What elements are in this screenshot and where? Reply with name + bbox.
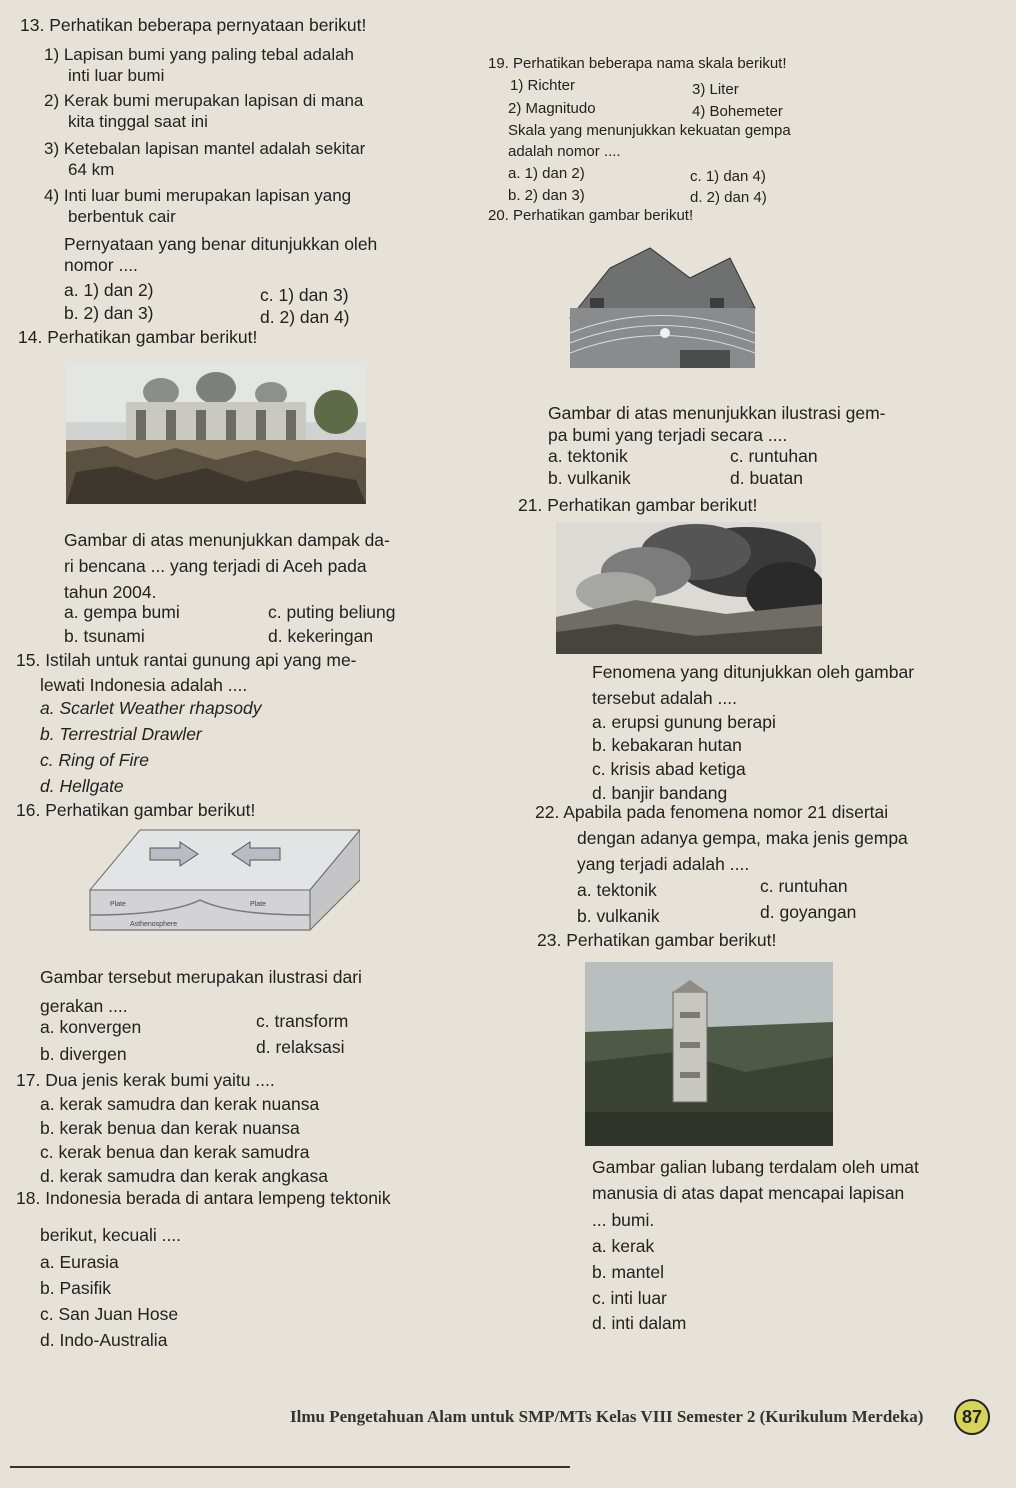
q13-statement-2: 2) Kerak bumi merupakan lapisan di mana	[44, 91, 364, 110]
q22-option-b[interactable]: b. vulkanik	[577, 906, 660, 926]
q16-line-2: gerakan ....	[40, 996, 128, 1016]
q21-option-c[interactable]: c. krisis abad ketiga	[592, 759, 746, 779]
page-number: 87	[954, 1399, 990, 1435]
q17-option-c[interactable]: c. kerak benua dan kerak samudra	[40, 1142, 310, 1162]
q13-option-b[interactable]: b. 2) dan 3)	[64, 303, 154, 323]
q19-option-2: 2) Magnitudo	[508, 100, 596, 117]
q13-option-d[interactable]: d. 2) dan 4)	[260, 307, 350, 327]
q19-option-4: 4) Bohemeter	[692, 103, 783, 120]
q20-line-2: pa bumi yang terjadi secara ....	[548, 425, 788, 445]
q22-option-c[interactable]: c. runtuhan	[760, 876, 848, 896]
q13-statement-4-cont: berbentuk cair	[68, 207, 176, 226]
q17-option-d[interactable]: d. kerak samudra dan kerak angkasa	[40, 1166, 328, 1186]
q16-line-1: Gambar tersebut merupakan ilustrasi dari	[40, 967, 362, 987]
q19-option-c[interactable]: c. 1) dan 4)	[690, 168, 766, 185]
q20-option-c[interactable]: c. runtuhan	[730, 446, 818, 466]
q22-option-d[interactable]: d. goyangan	[760, 902, 857, 922]
q19-line-2: adalah nomor ....	[508, 143, 621, 160]
q16-option-b[interactable]: b. divergen	[40, 1044, 127, 1064]
q22-stem: 22. Apabila pada fenomena nomor 21 disertai	[535, 802, 889, 822]
q14-option-d[interactable]: d. kekeringan	[268, 626, 374, 646]
q23-line-1: Gambar galian lubang terdalam oleh umat	[592, 1157, 919, 1177]
q16-stem: 16. Perhatikan gambar berikut!	[16, 800, 256, 820]
q20-line-1: Gambar di atas menunjukkan ilustrasi gem-	[548, 403, 886, 423]
q19-stem: 19. Perhatikan beberapa nama skala berikut!	[488, 55, 787, 72]
q23-option-d[interactable]: d. inti dalam	[592, 1313, 687, 1333]
q21-eruption-photo	[556, 522, 822, 654]
q20-option-d[interactable]: d. buatan	[730, 468, 803, 488]
q20-option-b[interactable]: b. vulkanik	[548, 468, 631, 488]
footer-divider	[10, 1466, 570, 1468]
q13-question: Pernyataan yang benar ditunjukkan oleh	[64, 234, 378, 254]
q19-option-b[interactable]: b. 2) dan 3)	[508, 187, 585, 204]
q15-option-c[interactable]: c. Ring of Fire	[40, 750, 149, 770]
q14-line-2: ri bencana ... yang terjadi di Aceh pada	[64, 556, 367, 576]
q20-earthquake-illustration	[560, 238, 760, 378]
q23-line-2: manusia di atas dapat mencapai lapisan	[592, 1183, 905, 1203]
q16-label-plate-right: Plate	[250, 901, 266, 908]
q17-stem: 17. Dua jenis kerak bumi yaitu ....	[16, 1070, 275, 1090]
q18-option-d[interactable]: d. Indo-Australia	[40, 1330, 168, 1350]
q19-option-1: 1) Richter	[510, 77, 576, 94]
q13-option-c[interactable]: c. 1) dan 3)	[260, 285, 349, 305]
q17-option-b[interactable]: b. kerak benua dan kerak nuansa	[40, 1118, 300, 1138]
q14-option-a[interactable]: a. gempa bumi	[64, 602, 180, 622]
q16-plate-diagram	[80, 820, 360, 955]
q15-option-d[interactable]: d. Hellgate	[40, 776, 124, 796]
q16-label-plate-left: Plate	[110, 901, 126, 908]
q21-line-1: Fenomena yang ditunjukkan oleh gambar	[592, 662, 915, 682]
q13-statement-1-cont: inti luar bumi	[68, 66, 165, 85]
q16-option-d[interactable]: d. relaksasi	[256, 1037, 345, 1057]
q21-stem: 21. Perhatikan gambar berikut!	[518, 495, 758, 515]
q13-statement-1: 1) Lapisan bumi yang paling tebal adalah	[44, 45, 355, 64]
q22-line-2: dengan adanya gempa, maka jenis gempa	[577, 828, 908, 848]
q15-stem-cont: lewati Indonesia adalah ....	[40, 675, 248, 695]
q23-option-b[interactable]: b. mantel	[592, 1262, 664, 1282]
q13-statement-3: 3) Ketebalan lapisan mantel adalah sekitar	[44, 139, 366, 158]
q19-option-3: 3) Liter	[692, 81, 739, 98]
q18-option-b[interactable]: b. Pasifik	[40, 1278, 111, 1298]
q19-option-d[interactable]: d. 2) dan 4)	[690, 189, 767, 206]
q13-question-cont: nomor ....	[64, 255, 138, 275]
q21-option-b[interactable]: b. kebakaran hutan	[592, 735, 742, 755]
q19-line-1: Skala yang menunjukkan kekuatan gempa	[508, 122, 791, 139]
q14-line-3: tahun 2004.	[64, 582, 157, 602]
q14-stem: 14. Perhatikan gambar berikut!	[18, 327, 258, 347]
q23-deep-borehole-photo	[585, 962, 833, 1146]
q14-tsunami-photo	[66, 362, 366, 504]
q16-label-asthenosphere: Asthenosphere	[130, 921, 178, 928]
q13-statement-2-cont: kita tinggal saat ini	[68, 112, 208, 131]
q18-stem-cont: berikut, kecuali ....	[40, 1225, 182, 1245]
q23-option-a[interactable]: a. kerak	[592, 1236, 655, 1256]
q13-option-a[interactable]: a. 1) dan 2)	[64, 280, 154, 300]
q13-statement-3-cont: 64 km	[68, 160, 115, 179]
q21-line-2: tersebut adalah ....	[592, 688, 737, 708]
q15-option-a[interactable]: a. Scarlet Weather rhapsody	[40, 698, 262, 718]
q23-option-c[interactable]: c. inti luar	[592, 1288, 667, 1308]
q16-option-a[interactable]: a. konvergen	[40, 1017, 142, 1037]
q18-stem: 18. Indonesia berada di antara lempeng tektonik	[16, 1188, 391, 1208]
page-footer: Ilmu Pengetahuan Alam untuk SMP/MTs Kelas VIII Semester 2 (Kurikulum Merdeka)	[290, 1407, 924, 1426]
q17-option-a[interactable]: a. kerak samudra dan kerak nuansa	[40, 1094, 320, 1114]
q19-option-a[interactable]: a. 1) dan 2)	[508, 165, 585, 182]
q14-line-1: Gambar di atas menunjukkan dampak da-	[64, 530, 390, 550]
q23-line-3: ... bumi.	[592, 1210, 655, 1230]
q18-option-c[interactable]: c. San Juan Hose	[40, 1304, 179, 1324]
q13-stem: 13. Perhatikan beberapa pernyataan berikut!	[20, 15, 367, 35]
q21-option-a[interactable]: a. erupsi gunung berapi	[592, 712, 776, 732]
q20-stem: 20. Perhatikan gambar berikut!	[488, 207, 694, 224]
q13-statement-4: 4) Inti luar bumi merupakan lapisan yang	[44, 186, 352, 205]
q20-option-a[interactable]: a. tektonik	[548, 446, 628, 466]
q22-option-a[interactable]: a. tektonik	[577, 880, 657, 900]
q14-option-c[interactable]: c. puting beliung	[268, 602, 396, 622]
q15-option-b[interactable]: b. Terrestrial Drawler	[40, 724, 202, 744]
q22-line-3: yang terjadi adalah ....	[577, 854, 750, 874]
q18-option-a[interactable]: a. Eurasia	[40, 1252, 119, 1272]
q23-stem: 23. Perhatikan gambar berikut!	[537, 930, 777, 950]
q14-option-b[interactable]: b. tsunami	[64, 626, 145, 646]
q15-stem: 15. Istilah untuk rantai gunung api yang me-	[16, 650, 357, 670]
q21-option-d[interactable]: d. banjir bandang	[592, 783, 728, 803]
q16-option-c[interactable]: c. transform	[256, 1011, 349, 1031]
